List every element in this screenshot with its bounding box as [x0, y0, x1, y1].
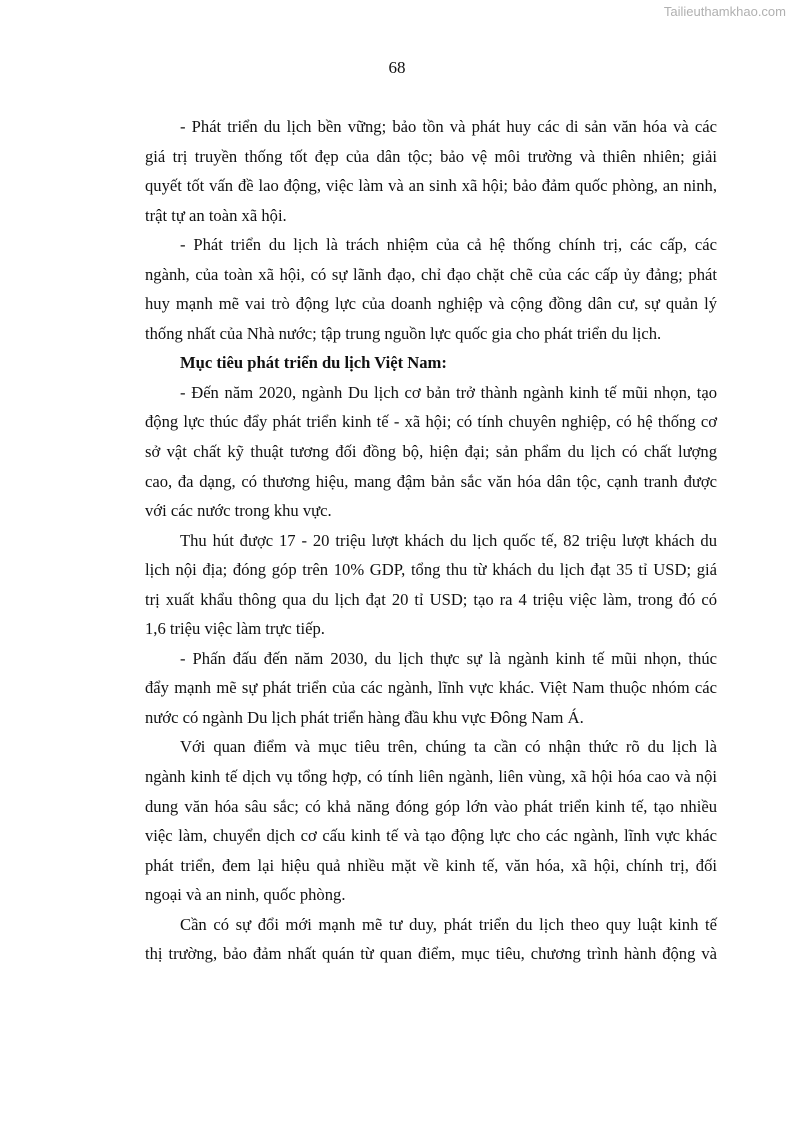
paragraph [145, 526, 717, 644]
text-line: với các nước trong khu vực. [145, 501, 332, 521]
text-line: thị trường, bảo đảm nhất quán từ quan điểm, mục tiêu, chương trình hành động và [145, 944, 717, 964]
text-line: trật tự an toàn xã hội. [145, 205, 287, 225]
text-line: Thu hút được 17 - 20 triệu lượt khách du lịch quốc tế, 82 triệu lượt khách du [180, 530, 717, 550]
text-line: ngoại và an ninh, quốc phòng. [145, 885, 346, 905]
text-line: sở vật chất kỹ thuật tương đối đồng bộ, hiện đại; sản phẩm du lịch có chất lượng [145, 442, 717, 462]
text-line: cao, đa dạng, có thương hiệu, mang đậm bản sắc văn hóa dân tộc, cạnh tranh được [145, 471, 717, 491]
text-line: - Phát triển du lịch là trách nhiệm của cả hệ thống chính trị, các cấp, các [180, 235, 717, 255]
text-line: Mục tiêu phát triển du lịch Việt Nam: [180, 353, 447, 373]
paragraph [145, 732, 717, 909]
text-line: động lực thúc đẩy phát triển kinh tế - xã hội; có tính chuyên nghiệp, có hệ thống cơ [145, 412, 717, 432]
paragraph [145, 910, 717, 969]
document-body [145, 112, 717, 969]
text-line: đẩy mạnh mẽ sự phát triển của các ngành, lĩnh vực khác. Việt Nam thuộc nhóm các [145, 678, 717, 698]
text-line: phát triển, đem lại hiệu quả nhiều mặt về kinh tế, văn hóa, xã hội, chính trị, đối [145, 855, 717, 875]
paragraph [145, 378, 717, 526]
text-line: Với quan điểm và mục tiêu trên, chúng ta cần có nhận thức rõ du lịch là [180, 737, 717, 757]
text-line: ngành kinh tế dịch vụ tổng hợp, có tính liên ngành, liên vùng, xã hội hóa cao và nội [145, 767, 717, 787]
text-line: nước có ngành Du lịch phát triển hàng đầu khu vực Đông Nam Á. [145, 707, 584, 727]
paragraph [145, 644, 717, 733]
page-number: 68 [388, 58, 406, 77]
paragraph [145, 230, 717, 348]
text-line: huy mạnh mẽ vai trò động lực của doanh nghiệp và cộng đồng dân cư, sự quản lý [145, 294, 717, 314]
text-line: giá trị truyền thống tốt đẹp của dân tộc; bảo vệ môi trường và thiên nhiên; giải [145, 146, 717, 166]
section-heading [145, 348, 717, 378]
text-line: lịch nội địa; đóng góp trên 10% GDP, tổng thu từ khách du lịch đạt 35 tỉ USD; giá [145, 560, 717, 580]
text-line: ngành, của toàn xã hội, có sự lãnh đạo, chỉ đạo chặt chẽ của các cấp ủy đảng; phát [145, 264, 717, 284]
text-line: Cần có sự đổi mới mạnh mẽ tư duy, phát triển du lịch theo quy luật kinh tế [180, 914, 717, 934]
text-line: 1,6 triệu việc làm trực tiếp. [145, 619, 325, 639]
paragraph [145, 112, 717, 230]
text-line: trị xuất khẩu thông qua du lịch đạt 20 tỉ USD; tạo ra 4 triệu việc làm, trong đó có [145, 589, 717, 609]
text-line: dung văn hóa sâu sắc; có khả năng đóng góp lớn vào phát triển kinh tế, tạo nhiều [145, 796, 717, 816]
text-line: việc làm, chuyển dịch cơ cấu kinh tế và tạo động lực cho các ngành, lĩnh vực khác [145, 826, 717, 846]
text-line: quyết tốt vấn đề lao động, việc làm và an sinh xã hội; bảo đảm quốc phòng, an ninh, [145, 176, 717, 196]
text-line: - Phấn đấu đến năm 2030, du lịch thực sự là ngành kinh tế mũi nhọn, thúc [180, 648, 717, 668]
text-line: thống nhất của Nhà nước; tập trung nguồn lực quốc gia cho phát triển du lịch. [145, 323, 662, 343]
text-line: - Đến năm 2020, ngành Du lịch cơ bản trở thành ngành kinh tế mũi nhọn, tạo [180, 382, 717, 402]
watermark: Tailieuthamkhao.com [663, 4, 786, 19]
text-line: - Phát triển du lịch bền vững; bảo tồn và phát huy các di sản văn hóa và các [180, 117, 717, 136]
